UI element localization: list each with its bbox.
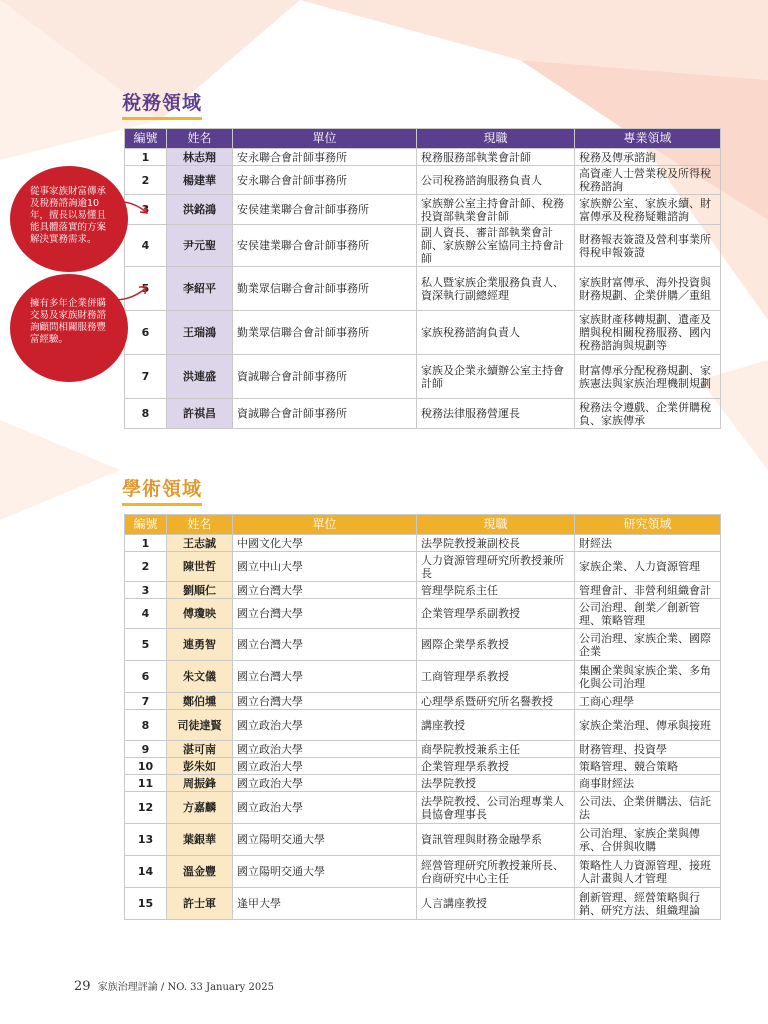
header-name: 姓名 xyxy=(167,515,233,535)
row-number: 3 xyxy=(125,582,167,599)
person-name: 陳世哲 xyxy=(167,552,233,582)
table-row xyxy=(125,149,721,166)
table-row xyxy=(125,856,721,888)
header-organization: 單位 xyxy=(233,129,417,149)
academic-experts-table xyxy=(124,514,721,920)
person-name: 朱文儀 xyxy=(167,661,233,693)
row-number: 14 xyxy=(125,856,167,888)
row-number: 6 xyxy=(125,311,167,355)
position: 人力資源管理研究所教授兼所長 xyxy=(417,552,575,582)
position: 資訊管理與財務金融學系 xyxy=(417,824,575,856)
row-number: 5 xyxy=(125,629,167,661)
page-footer xyxy=(74,978,274,994)
row-number: 10 xyxy=(125,758,167,775)
header-position: 現職 xyxy=(417,515,575,535)
organization: 國立政治大學 xyxy=(233,710,417,741)
organization: 安永聯合會計師事務所 xyxy=(233,149,417,166)
row-number: 4 xyxy=(125,599,167,629)
position: 法學院教授兼副校長 xyxy=(417,535,575,552)
expertise: 工商心理學 xyxy=(575,693,721,710)
person-name: 洪銘鴻 xyxy=(167,195,233,225)
position: 企業管理學系教授 xyxy=(417,758,575,775)
position: 家族辦公室主持會計師、稅務投資部執業會計師 xyxy=(417,195,575,225)
person-name: 劉順仁 xyxy=(167,582,233,599)
position: 家族稅務諮詢負責人 xyxy=(417,311,575,355)
table-row xyxy=(125,599,721,629)
row-number: 15 xyxy=(125,888,167,920)
table-header-row xyxy=(125,515,721,535)
tax-section-title: 稅務領域 xyxy=(122,88,202,120)
row-number: 11 xyxy=(125,775,167,792)
position: 家族及企業永續辦公室主持會計師 xyxy=(417,355,575,399)
row-number: 2 xyxy=(125,552,167,582)
expertise: 家族財富傳承、海外投資與財務規劃、企業併購／重組 xyxy=(575,267,721,311)
table-row xyxy=(125,195,721,225)
organization: 國立陽明交通大學 xyxy=(233,824,417,856)
organization: 國立政治大學 xyxy=(233,758,417,775)
expertise: 公司治理、創業／創新管理、策略管理 xyxy=(575,599,721,629)
row-number: 7 xyxy=(125,355,167,399)
expertise: 公司法、企業併購法、信託法 xyxy=(575,792,721,824)
person-name: 王瑞鴻 xyxy=(167,311,233,355)
organization: 資誠聯合會計師事務所 xyxy=(233,399,417,429)
expertise: 公司治理、家族企業與傳承、合併與收購 xyxy=(575,824,721,856)
table-row xyxy=(125,355,721,399)
organization: 安侯建業聯合會計師事務所 xyxy=(233,195,417,225)
header-number: 編號 xyxy=(125,515,167,535)
expertise: 家族企業治理、傳承與接班 xyxy=(575,710,721,741)
table-row xyxy=(125,225,721,267)
expertise: 財富傳承分配稅務規劃、家族憲法與家族治理機制規劃 xyxy=(575,355,721,399)
expertise: 公司治理、家族企業、國際企業 xyxy=(575,629,721,661)
table-row xyxy=(125,311,721,355)
expertise: 財務管理、投資學 xyxy=(575,741,721,758)
person-name: 許祺昌 xyxy=(167,399,233,429)
row-number: 3 xyxy=(125,195,167,225)
position: 法學院教授 xyxy=(417,775,575,792)
person-name: 司徒達賢 xyxy=(167,710,233,741)
expertise: 稅務及傳承諮詢 xyxy=(575,149,721,166)
row-number: 12 xyxy=(125,792,167,824)
organization: 資誠聯合會計師事務所 xyxy=(233,355,417,399)
expertise: 策略性人力資源管理、接班人計畫與人才管理 xyxy=(575,856,721,888)
position: 人言講座教授 xyxy=(417,888,575,920)
person-name: 周振鋒 xyxy=(167,775,233,792)
table-row xyxy=(125,824,721,856)
organization: 國立中山大學 xyxy=(233,552,417,582)
header-expertise: 專業領域 xyxy=(575,129,721,149)
table-row xyxy=(125,741,721,758)
row-number: 7 xyxy=(125,693,167,710)
table-row xyxy=(125,710,721,741)
person-name: 鄭伯壎 xyxy=(167,693,233,710)
row-number: 6 xyxy=(125,661,167,693)
position: 副人資長、審計部執業會計師、家族辦公室協同主持會計師 xyxy=(417,225,575,267)
row-number: 2 xyxy=(125,166,167,195)
organization: 逢甲大學 xyxy=(233,888,417,920)
expertise: 高資產人士營業稅及所得稅稅務諮詢 xyxy=(575,166,721,195)
expertise: 管理會計、非營利組織會計 xyxy=(575,582,721,599)
organization: 勤業眾信聯合會計師事務所 xyxy=(233,267,417,311)
position: 法學院教授、公司治理專業人員協會理事長 xyxy=(417,792,575,824)
person-name: 湛可南 xyxy=(167,741,233,758)
person-name: 方嘉麟 xyxy=(167,792,233,824)
header-name: 姓名 xyxy=(167,129,233,149)
header-research-field: 研究領域 xyxy=(575,515,721,535)
row-number: 8 xyxy=(125,399,167,429)
expertise: 家族企業、人力資源管理 xyxy=(575,552,721,582)
person-name: 許士軍 xyxy=(167,888,233,920)
organization: 國立陽明交通大學 xyxy=(233,856,417,888)
academic-section-title: 學術領域 xyxy=(122,474,202,506)
table-row xyxy=(125,693,721,710)
arrow-icon xyxy=(112,282,152,306)
table-row xyxy=(125,399,721,429)
callout-bubble: 從事家族財富傳承及稅務諮詢逾10年，擅長以易懂且能具體落實的方案解決實務需求。 xyxy=(10,166,128,272)
arrow-icon xyxy=(112,196,152,220)
expertise: 財經法 xyxy=(575,535,721,552)
table-row xyxy=(125,166,721,195)
expertise: 財務報表簽證及營利事業所得稅申報簽證 xyxy=(575,225,721,267)
position: 管理學院系主任 xyxy=(417,582,575,599)
organization: 國立台灣大學 xyxy=(233,661,417,693)
header-position: 現職 xyxy=(417,129,575,149)
row-number: 13 xyxy=(125,824,167,856)
table-row xyxy=(125,535,721,552)
position: 商學院教授兼系主任 xyxy=(417,741,575,758)
person-name: 溫金豐 xyxy=(167,856,233,888)
organization: 國立台灣大學 xyxy=(233,599,417,629)
table-row xyxy=(125,267,721,311)
person-name: 李紹平 xyxy=(167,267,233,311)
row-number: 5 xyxy=(125,267,167,311)
person-name: 尹元聖 xyxy=(167,225,233,267)
organization: 國立政治大學 xyxy=(233,775,417,792)
row-number: 9 xyxy=(125,741,167,758)
position: 經營管理研究所教授兼所長、台商研究中心主任 xyxy=(417,856,575,888)
row-number: 8 xyxy=(125,710,167,741)
position: 工商管理學系教授 xyxy=(417,661,575,693)
organization: 勤業眾信聯合會計師事務所 xyxy=(233,311,417,355)
expertise: 家族財產移轉規劃、遺產及贈與稅相關稅務服務、國內稅務諮詢與規劃等 xyxy=(575,311,721,355)
publication-info: 家族治理評論 / NO. 33 January 2025 xyxy=(97,982,274,993)
organization: 國立政治大學 xyxy=(233,792,417,824)
expertise: 創新管理、經營策略與行銷、研究方法、組織理論 xyxy=(575,888,721,920)
expertise: 商事財經法 xyxy=(575,775,721,792)
organization: 安永聯合會計師事務所 xyxy=(233,166,417,195)
row-number: 1 xyxy=(125,149,167,166)
table-row xyxy=(125,552,721,582)
person-name: 傅瓊映 xyxy=(167,599,233,629)
row-number: 4 xyxy=(125,225,167,267)
callout-bubble: 擁有多年企業併購交易及家族財務諮詢顧問相關服務豐富經驗。 xyxy=(10,274,128,382)
position: 公司稅務諮詢服務負責人 xyxy=(417,166,575,195)
organization: 國立政治大學 xyxy=(233,741,417,758)
page-number: 29 xyxy=(74,979,91,994)
expertise: 稅務法令遵戲、企業併購稅負、家族傳承 xyxy=(575,399,721,429)
person-name: 彭朱如 xyxy=(167,758,233,775)
table-row xyxy=(125,888,721,920)
table-row xyxy=(125,582,721,599)
table-row xyxy=(125,661,721,693)
tax-experts-table xyxy=(124,128,721,429)
person-name: 王志誠 xyxy=(167,535,233,552)
position: 稅務服務部執業會計師 xyxy=(417,149,575,166)
position: 國際企業學系教授 xyxy=(417,629,575,661)
organization: 國立台灣大學 xyxy=(233,693,417,710)
person-name: 洪連盛 xyxy=(167,355,233,399)
person-name: 林志翔 xyxy=(167,149,233,166)
table-row xyxy=(125,775,721,792)
person-name: 楊建華 xyxy=(167,166,233,195)
table-row xyxy=(125,629,721,661)
expertise: 集團企業與家族企業、多角化與公司治理 xyxy=(575,661,721,693)
organization: 安侯建業聯合會計師事務所 xyxy=(233,225,417,267)
position: 講座教授 xyxy=(417,710,575,741)
expertise: 家族辦公室、家族永續、財富傳承及稅務疑難諮詢 xyxy=(575,195,721,225)
organization: 中國文化大學 xyxy=(233,535,417,552)
organization: 國立台灣大學 xyxy=(233,582,417,599)
row-number: 1 xyxy=(125,535,167,552)
person-name: 連勇智 xyxy=(167,629,233,661)
position: 心理學系暨研究所名譽教授 xyxy=(417,693,575,710)
position: 私人暨家族企業服務負責人、資深執行副總經理 xyxy=(417,267,575,311)
table-row xyxy=(125,792,721,824)
expertise: 策略管理、競合策略 xyxy=(575,758,721,775)
person-name: 葉銀華 xyxy=(167,824,233,856)
table-header-row xyxy=(125,129,721,149)
organization: 國立台灣大學 xyxy=(233,629,417,661)
header-number: 編號 xyxy=(125,129,167,149)
position: 稅務法律服務營運長 xyxy=(417,399,575,429)
table-row xyxy=(125,758,721,775)
header-organization: 單位 xyxy=(233,515,417,535)
position: 企業管理學系副教授 xyxy=(417,599,575,629)
